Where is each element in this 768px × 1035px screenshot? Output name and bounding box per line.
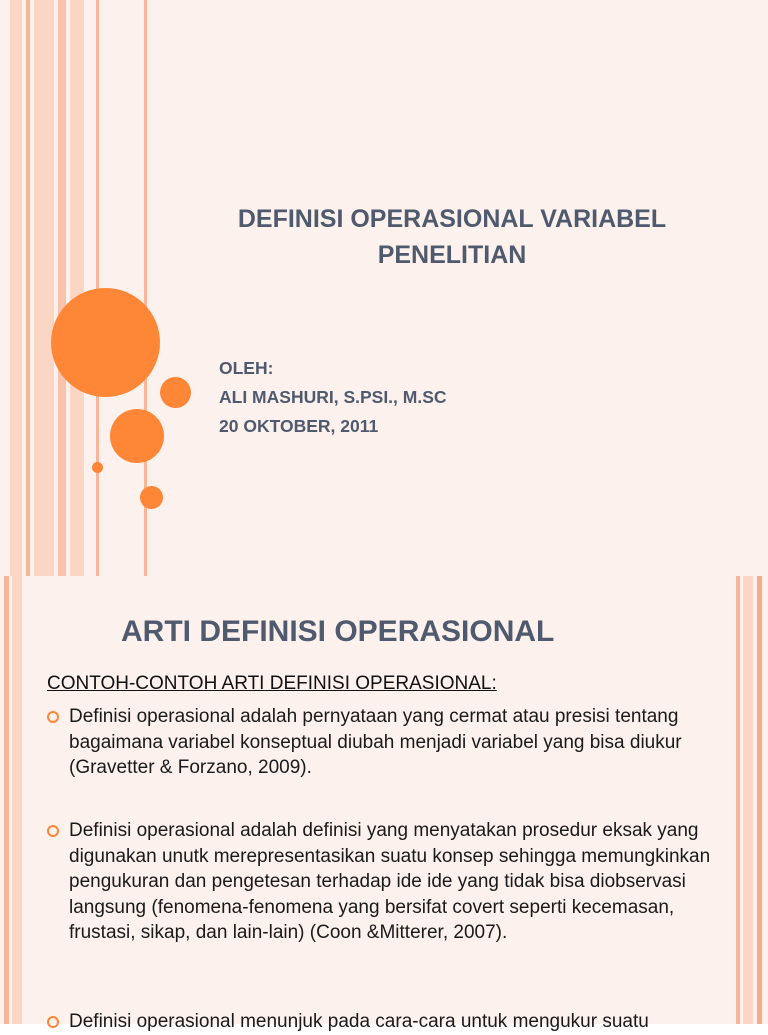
author-name: ALI MASHURI, S.PSI., M.SC (219, 387, 447, 407)
decor-stripe (4, 576, 9, 1024)
decor-circle (160, 377, 191, 408)
presentation-date: 20 OKTOBER, 2011 (219, 416, 379, 436)
decor-stripe (34, 0, 54, 576)
decor-circle (140, 486, 163, 509)
bullet-item: Definisi operasional adalah definisi yang menyatakan prosedur eksak yang digunakan unutk merepresentasikan suatu konsep sehingga memungkinkan pengukuran dan pengetesan terhadap ide ide yang tidak bisa diobservasi langsung (fenomena-fenomena yang bersifat covert seperti kecemasan, frustasi, sikap, dan lain-lain) (Coon &Mitterer, 2007). (69, 820, 711, 943)
bullet-circle-icon (47, 825, 59, 837)
decor-stripe (12, 576, 22, 1024)
decor-stripe (743, 576, 753, 1024)
title-line-2: PENELITIAN (377, 241, 527, 269)
title-line-1: DEFINISI OPERASIONAL VARIABEL (237, 205, 667, 233)
decor-stripe (58, 0, 66, 576)
presentation-title (180, 201, 724, 273)
section-heading: CONTOH-CONTOH ARTI DEFINISI OPERASIONAL: (47, 673, 497, 694)
decor-circle (110, 409, 164, 463)
decor-circle-small (92, 462, 103, 473)
decor-stripe (736, 576, 740, 1024)
slide-title: ARTI DEFINISI OPERASIONAL (121, 615, 555, 648)
decor-stripe (10, 0, 22, 576)
decor-circle-large (51, 288, 160, 397)
decor-stripe (26, 0, 30, 576)
byline: OLEH: (219, 358, 274, 378)
bullet-circle-icon (47, 1016, 59, 1028)
decor-stripe (70, 0, 84, 576)
decor-stripe (757, 576, 762, 1024)
bullet-circle-icon (47, 711, 59, 723)
bullet-item: Definisi operasional adalah pernyataan yang cermat atau presisi tentang bagaimana variabel konseptual diubah menjadi variabel yang bisa diukur (Gravetter & Forzano, 2009). (69, 706, 682, 778)
bullet-item: Definisi operasional menunjuk pada cara-cara untuk mengukur suatu (69, 1011, 649, 1032)
